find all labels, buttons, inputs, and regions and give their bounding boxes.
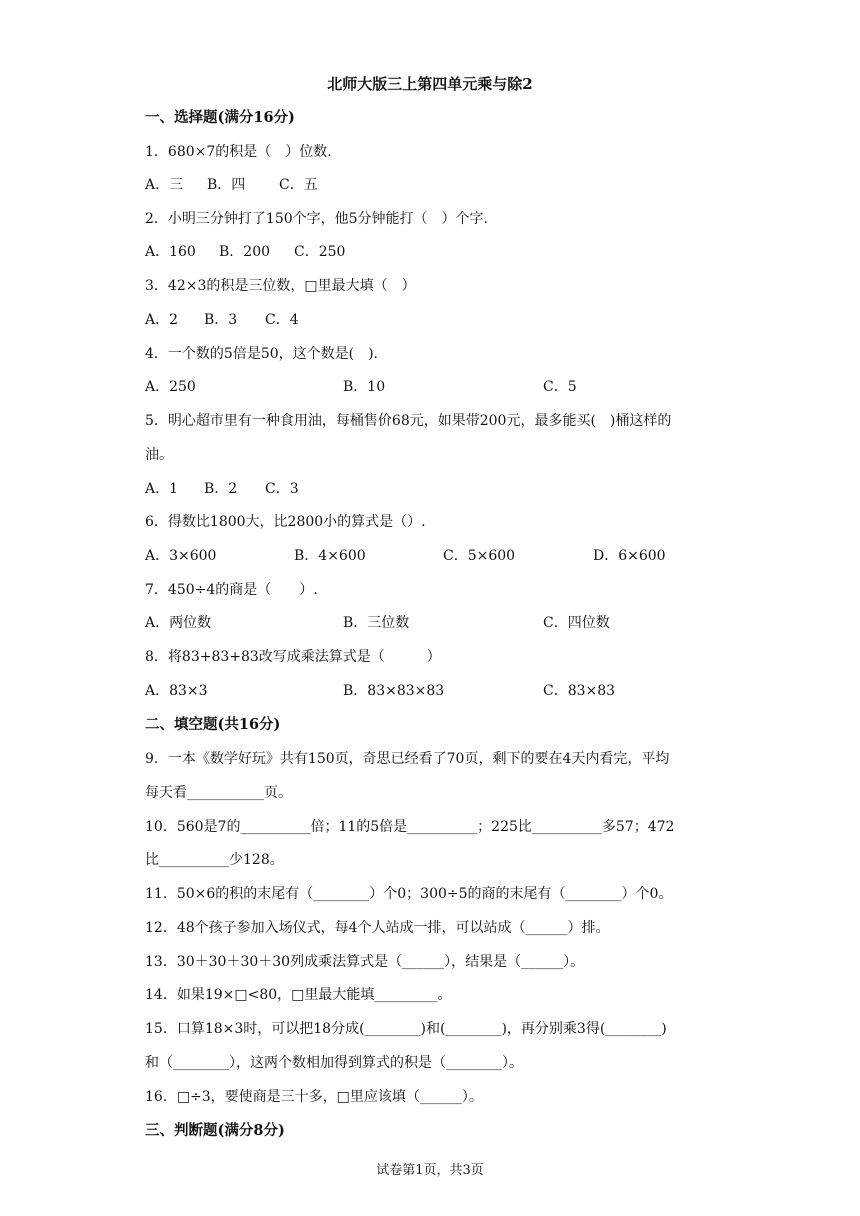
question-15-continued: 和（________），这两个数相加得到算式的积是（________）。 [145,1055,523,1071]
question-1: 1．680×7的积是（ ）位数. [145,144,332,160]
option-a: A．三 [145,177,184,193]
option-a: A．两位数 [145,615,212,631]
question-5-continued: 油。 [145,447,173,463]
option-b: B．83×83×83 [343,683,445,699]
option-c: C．四位数 [543,615,610,631]
question-5: 5．明心超市里有一种食用油，每桶售价68元，如果带200元，最多能买( )桶这样的 [145,413,672,429]
option-c: C．83×83 [543,683,616,699]
option-a: A．3×600 [145,548,217,564]
question-2: 2．小明三分钟打了150个字，他5分钟能打（ ）个字. [145,211,488,227]
question-16: 16．□÷3，要使商是三十多，□里应该填（______）。 [145,1089,483,1105]
option-b: B．10 [343,379,386,395]
question-14: 14．如果19×□<80，□里最大能填_________。 [145,987,452,1003]
question-8: 8．将83+83+83改写成乘法算式是（ ） [145,649,441,665]
question-9-continued: 每天看___________页。 [145,785,292,801]
question-9: 9．一本《数学好玩》共有150页，奇思已经看了70页，剩下的要在4天内看完，平均 [145,751,670,767]
question-10-continued: 比__________少128。 [145,852,284,868]
section-heading-choice: 一、选择题(满分16分) [145,109,295,126]
option-a: A．2 [145,312,179,328]
option-a: A．160 [145,244,196,260]
option-a: A．250 [145,379,196,395]
option-d: D．6×600 [593,548,666,564]
option-c: C．250 [294,244,346,260]
option-c: C．5 [543,379,577,395]
option-c: C．4 [265,312,299,328]
option-b: B．4×600 [294,548,366,564]
option-a: A．1 [145,481,179,497]
question-12: 12．48个孩子参加入场仪式，每4个人站成一排，可以站成（______）排。 [145,920,610,936]
section-heading-fill-in: 二、填空题(共16分) [145,716,281,733]
option-a: A．83×3 [145,683,208,699]
option-b: B．3 [204,312,238,328]
option-b: B．三位数 [343,615,410,631]
question-11: 11．50×6的积的末尾有（________）个0；300÷5的商的末尾有（________）个0。 [145,886,673,902]
option-c: C．3 [265,481,299,497]
question-15: 15．口算18×3时，可以把18分成(________)和(________)，再分别乘3得(________) [145,1021,667,1037]
page-footer: 试卷第1页，共3页 [376,1163,484,1178]
option-c: C．五 [279,177,318,193]
option-b: B．四 [207,177,246,193]
question-10: 10．560是7的__________倍；11的5倍是__________；225比__________多57；472 [145,819,675,835]
page-title: 北师大版三上第四单元乘与除2 [327,75,533,93]
question-7: 7．450÷4的商是（ ）. [145,582,318,598]
section-heading-true-false: 三、判断题(满分8分) [145,1122,285,1139]
option-c: C．5×600 [443,548,516,564]
question-3: 3．42×3的积是三位数，□里最大填（ ） [145,278,416,294]
question-4: 4．一个数的5倍是50，这个数是( ). [145,346,379,362]
option-b: B．2 [204,481,238,497]
question-6: 6．得数比1800大，比2800小的算式是（）. [145,514,426,530]
question-13: 13．30＋30＋30＋30列成乘法算式是（______），结果是（______）。 [145,954,585,970]
option-b: B．200 [219,244,271,260]
